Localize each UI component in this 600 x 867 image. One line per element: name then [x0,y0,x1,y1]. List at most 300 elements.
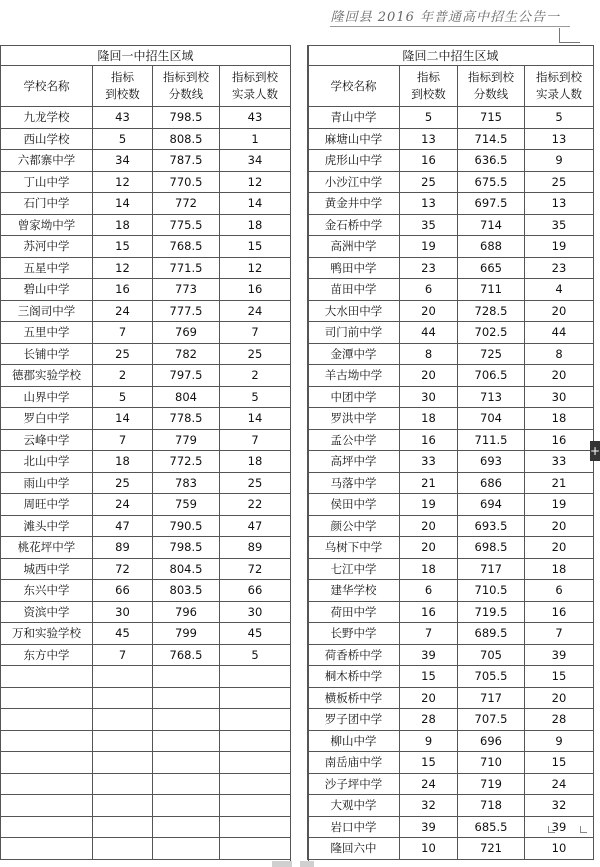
school-name-cell: 建华学校 [308,580,400,602]
value-cell: 768.5 [153,644,220,666]
value-cell: 20 [400,687,458,709]
value-cell: 30 [525,386,594,408]
table-row [1,623,291,645]
value-cell: 44 [400,322,458,344]
table-row [308,193,594,215]
table-row [308,107,594,129]
value-cell [153,730,220,752]
value-cell: 22 [220,494,291,516]
table-row [1,107,291,129]
school-name-cell: 苏河中学 [1,236,93,258]
value-cell: 33 [525,451,594,473]
left-region-table [0,45,291,860]
table-row [1,494,291,516]
value-cell: 7 [93,322,153,344]
column-header: 学校名称 [1,66,93,107]
table-row [308,150,594,172]
value-cell: 16 [400,601,458,623]
table-row [308,687,594,709]
table-row [1,150,291,172]
value-cell: 5 [220,644,291,666]
table-row [1,795,291,817]
table-row [308,472,594,494]
value-cell: 39 [525,644,594,666]
value-cell: 710 [458,752,525,774]
value-cell: 14 [93,193,153,215]
school-name-cell: 隆回六中 [308,838,400,860]
column-header: 指标到校 实录人数 [525,66,594,107]
table-row [1,666,291,688]
value-cell: 9 [525,730,594,752]
table-row [1,773,291,795]
value-cell: 12 [93,257,153,279]
school-name-cell: 虎形山中学 [308,150,400,172]
value-cell: 20 [525,515,594,537]
value-cell: 721 [458,838,525,860]
value-cell: 636.5 [458,150,525,172]
value-cell: 19 [400,236,458,258]
table-row [308,795,594,817]
value-cell [93,752,153,774]
school-name-cell: 高坪中学 [308,451,400,473]
value-cell: 693.5 [458,515,525,537]
school-name-cell: 罗洪中学 [308,408,400,430]
value-cell: 47 [220,515,291,537]
table-row [308,322,594,344]
value-cell: 44 [525,322,594,344]
table-row [1,730,291,752]
value-cell: 16 [400,150,458,172]
value-cell: 693 [458,451,525,473]
value-cell: 20 [525,365,594,387]
school-name-cell: 五里中学 [1,322,93,344]
value-cell: 715 [458,107,525,129]
value-cell: 10 [525,838,594,860]
table-row [1,214,291,236]
value-cell: 32 [525,795,594,817]
value-cell: 2 [220,365,291,387]
school-name-cell: 大水田中学 [308,300,400,322]
value-cell: 20 [525,687,594,709]
value-cell: 714.5 [458,128,525,150]
value-cell: 33 [400,451,458,473]
school-name-cell: 九龙学校 [1,107,93,129]
column-header: 指标 到校数 [93,66,153,107]
value-cell: 15 [220,236,291,258]
value-cell [153,838,220,860]
table-row [1,515,291,537]
crop-mark [580,826,587,833]
value-cell: 34 [220,150,291,172]
value-cell: 777.5 [153,300,220,322]
value-cell [220,838,291,860]
value-cell [153,666,220,688]
value-cell: 18 [400,408,458,430]
value-cell: 15 [525,666,594,688]
school-name-cell: 长铺中学 [1,343,93,365]
table-row [308,257,594,279]
value-cell: 665 [458,257,525,279]
value-cell: 2 [93,365,153,387]
school-name-cell: 青山中学 [308,107,400,129]
school-name-cell: 横板桥中学 [308,687,400,709]
value-cell: 804.5 [153,558,220,580]
value-cell: 19 [525,494,594,516]
table-row [308,709,594,731]
expand-plus-icon[interactable]: + [590,441,600,461]
school-name-cell: 中团中学 [308,386,400,408]
value-cell: 769 [153,322,220,344]
value-cell: 7 [93,429,153,451]
value-cell [220,709,291,731]
table-row [308,171,594,193]
value-cell: 799 [153,623,220,645]
value-cell: 18 [93,451,153,473]
table-row [1,816,291,838]
table-row [1,580,291,602]
table-row [308,429,594,451]
value-cell [220,752,291,774]
table-row [308,515,594,537]
value-cell: 704 [458,408,525,430]
table-row [1,322,291,344]
table-row [1,752,291,774]
table-row [308,279,594,301]
value-cell: 20 [400,300,458,322]
school-name-cell [1,838,93,860]
value-cell: 21 [525,472,594,494]
value-cell: 705 [458,644,525,666]
value-cell: 25 [400,171,458,193]
school-name-cell [1,666,93,688]
value-cell: 5 [93,128,153,150]
school-name-cell: 六都寨中学 [1,150,93,172]
value-cell: 24 [93,300,153,322]
value-cell: 717 [458,558,525,580]
value-cell [93,773,153,795]
table-row [1,193,291,215]
value-cell: 798.5 [153,107,220,129]
value-cell [220,666,291,688]
value-cell: 15 [525,752,594,774]
table-row [308,494,594,516]
school-name-cell: 鸭田中学 [308,257,400,279]
value-cell: 19 [400,494,458,516]
value-cell: 694 [458,494,525,516]
value-cell: 686 [458,472,525,494]
table-row [308,300,594,322]
school-name-cell [1,730,93,752]
table-row [1,537,291,559]
table-row [1,558,291,580]
school-name-cell: 羊古坳中学 [308,365,400,387]
value-cell: 719.5 [458,601,525,623]
value-cell: 8 [525,343,594,365]
value-cell: 779 [153,429,220,451]
value-cell: 6 [400,279,458,301]
page-break-marker [300,861,314,867]
column-header: 指标到校 实录人数 [220,66,291,107]
value-cell: 25 [525,171,594,193]
school-name-cell: 大观中学 [308,795,400,817]
value-cell: 23 [525,257,594,279]
value-cell: 770.5 [153,171,220,193]
column-header: 指标到校 分数线 [153,66,220,107]
school-name-cell: 西山学校 [1,128,93,150]
value-cell [153,773,220,795]
value-cell: 25 [220,472,291,494]
value-cell: 72 [220,558,291,580]
school-name-cell: 德郡实验学校 [1,365,93,387]
value-cell: 9 [525,150,594,172]
table-row [1,429,291,451]
school-name-cell: 罗白中学 [1,408,93,430]
value-cell: 20 [400,365,458,387]
value-cell: 7 [400,623,458,645]
table-row [308,365,594,387]
value-cell: 39 [400,644,458,666]
value-cell: 7 [220,429,291,451]
value-cell: 688 [458,236,525,258]
school-name-cell: 云峰中学 [1,429,93,451]
school-name-cell: 小沙江中学 [308,171,400,193]
school-name-cell: 沙子坪中学 [308,773,400,795]
school-name-cell: 金石桥中学 [308,214,400,236]
school-name-cell: 荷香桥中学 [308,644,400,666]
school-name-cell: 三阁司中学 [1,300,93,322]
table-row [1,128,291,150]
value-cell: 30 [220,601,291,623]
value-cell: 15 [400,752,458,774]
value-cell: 1 [220,128,291,150]
table-row [308,644,594,666]
school-name-cell [1,709,93,731]
value-cell: 705.5 [458,666,525,688]
school-name-cell: 石门中学 [1,193,93,215]
value-cell: 18 [525,408,594,430]
table-row [308,343,594,365]
right-region-table [307,45,594,860]
school-name-cell: 马落中学 [308,472,400,494]
school-name-cell: 罗子团中学 [308,709,400,731]
value-cell: 45 [93,623,153,645]
value-cell: 72 [93,558,153,580]
value-cell: 43 [220,107,291,129]
value-cell: 14 [220,193,291,215]
value-cell: 28 [400,709,458,731]
value-cell: 772.5 [153,451,220,473]
value-cell: 43 [93,107,153,129]
value-cell: 30 [400,386,458,408]
table-row [308,752,594,774]
value-cell: 15 [93,236,153,258]
value-cell: 25 [93,343,153,365]
value-cell: 13 [525,128,594,150]
value-cell [93,730,153,752]
value-cell: 45 [220,623,291,645]
value-cell: 728.5 [458,300,525,322]
table-row [308,666,594,688]
value-cell: 16 [525,429,594,451]
value-cell: 18 [400,558,458,580]
value-cell [220,816,291,838]
crop-mark [548,826,555,833]
value-cell: 719 [458,773,525,795]
value-cell: 5 [93,386,153,408]
value-cell: 689.5 [458,623,525,645]
school-name-cell: 万和实验学校 [1,623,93,645]
table-row [1,838,291,860]
value-cell [93,795,153,817]
value-cell: 5 [400,107,458,129]
value-cell [220,730,291,752]
value-cell: 6 [400,580,458,602]
value-cell: 775.5 [153,214,220,236]
school-name-cell: 黄金井中学 [308,193,400,215]
value-cell: 759 [153,494,220,516]
value-cell: 20 [525,300,594,322]
school-name-cell: 五星中学 [1,257,93,279]
school-name-cell: 颜公中学 [308,515,400,537]
school-name-cell: 荷田中学 [308,601,400,623]
value-cell [93,687,153,709]
value-cell: 14 [220,408,291,430]
school-name-cell: 桃花坪中学 [1,537,93,559]
table-row [1,236,291,258]
value-cell: 707.5 [458,709,525,731]
value-cell [153,752,220,774]
table-row [308,386,594,408]
column-header: 指标 到校数 [400,66,458,107]
value-cell: 32 [400,795,458,817]
table-row [1,343,291,365]
school-name-cell [1,752,93,774]
table-row [308,408,594,430]
value-cell: 19 [525,236,594,258]
header-rule [330,26,570,27]
value-cell: 675.5 [458,171,525,193]
value-cell: 66 [93,580,153,602]
value-cell: 808.5 [153,128,220,150]
table-row [1,257,291,279]
value-cell: 7 [525,623,594,645]
value-cell: 771.5 [153,257,220,279]
table-row [308,558,594,580]
value-cell: 706.5 [458,365,525,387]
page-break-marker [272,861,292,867]
value-cell: 30 [93,601,153,623]
value-cell: 20 [400,515,458,537]
value-cell: 16 [220,279,291,301]
table-row [308,838,594,860]
value-cell: 12 [93,171,153,193]
value-cell: 13 [525,193,594,215]
value-cell [153,687,220,709]
value-cell: 8 [400,343,458,365]
value-cell: 21 [400,472,458,494]
table-row [308,451,594,473]
value-cell: 778.5 [153,408,220,430]
value-cell: 18 [220,214,291,236]
value-cell: 18 [220,451,291,473]
value-cell [93,666,153,688]
table-row [1,171,291,193]
school-name-cell [1,687,93,709]
value-cell: 7 [220,322,291,344]
school-name-cell: 乌树下中学 [308,537,400,559]
value-cell: 12 [220,257,291,279]
value-cell: 787.5 [153,150,220,172]
value-cell: 25 [93,472,153,494]
school-name-cell: 七江中学 [308,558,400,580]
value-cell [93,816,153,838]
value-cell: 702.5 [458,322,525,344]
value-cell: 768.5 [153,236,220,258]
school-name-cell [1,795,93,817]
table-row [308,730,594,752]
table-row [308,623,594,645]
value-cell [153,795,220,817]
value-cell: 16 [400,429,458,451]
school-name-cell [1,816,93,838]
school-name-cell: 东方中学 [1,644,93,666]
value-cell: 725 [458,343,525,365]
value-cell: 35 [525,214,594,236]
value-cell: 782 [153,343,220,365]
value-cell: 711 [458,279,525,301]
table-row [1,687,291,709]
value-cell [153,816,220,838]
table-row [308,580,594,602]
right-region-title: 隆回二中招生区域 [308,46,594,66]
table-row [1,601,291,623]
value-cell [93,709,153,731]
value-cell [220,795,291,817]
table-row [308,537,594,559]
school-name-cell: 丁山中学 [1,171,93,193]
table-row [308,128,594,150]
value-cell: 696 [458,730,525,752]
value-cell: 796 [153,601,220,623]
value-cell: 5 [220,386,291,408]
table-row [1,644,291,666]
value-cell: 13 [400,128,458,150]
table-row [1,709,291,731]
table-row [1,472,291,494]
value-cell: 798.5 [153,537,220,559]
value-cell: 24 [220,300,291,322]
value-cell: 20 [525,537,594,559]
school-name-cell: 孟公中学 [308,429,400,451]
value-cell: 717 [458,687,525,709]
value-cell: 711.5 [458,429,525,451]
value-cell: 783 [153,472,220,494]
value-cell: 18 [93,214,153,236]
school-name-cell: 滩头中学 [1,515,93,537]
school-name-cell: 司门前中学 [308,322,400,344]
page-corner-mark [559,28,580,43]
value-cell: 20 [400,537,458,559]
value-cell: 18 [525,558,594,580]
school-name-cell: 东兴中学 [1,580,93,602]
table-row [1,451,291,473]
school-name-cell: 桐木桥中学 [308,666,400,688]
value-cell: 12 [220,171,291,193]
table-row [308,214,594,236]
school-name-cell: 长野中学 [308,623,400,645]
value-cell: 35 [400,214,458,236]
table-row [1,300,291,322]
